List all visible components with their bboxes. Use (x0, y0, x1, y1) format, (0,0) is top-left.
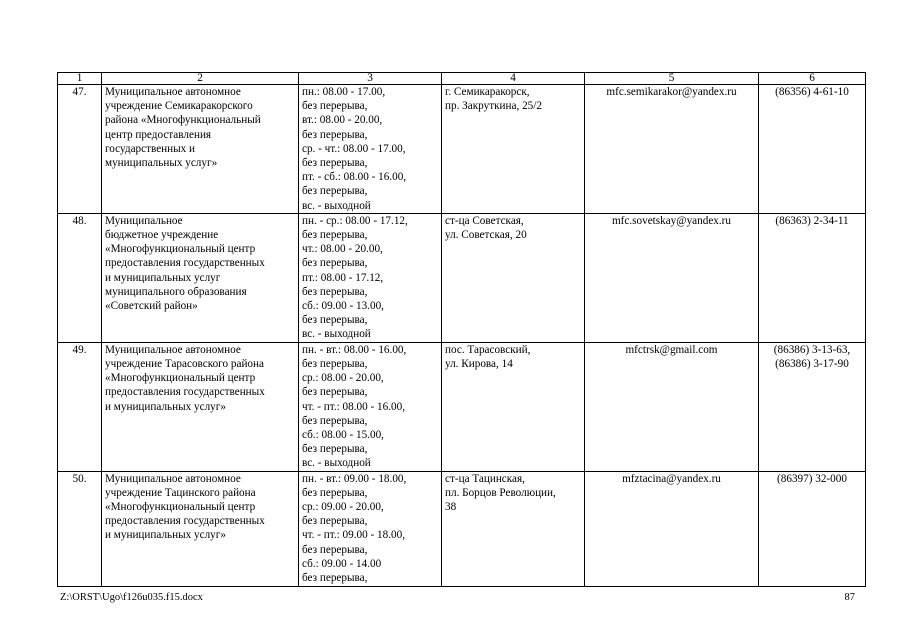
column-header: 3 (299, 73, 442, 85)
table-row (58, 213, 866, 342)
address: пос. Тарасовский, ул. Кирова, 14 (442, 342, 585, 471)
row-number: 50. (58, 471, 102, 586)
phone: (86363) 2-34-11 (759, 213, 866, 342)
email: mfctrsk@gmail.com (585, 342, 759, 471)
footer-file-path: Z:\ORST\Ugo\f126u035.f15.docx (60, 592, 203, 603)
page-number: 87 (844, 592, 855, 603)
table-row (58, 342, 866, 471)
institution-name: Муниципальное автономное учреждение Семикаракорского района «Многофункциональный центр предоставления государственных и муниципальных услуг» (102, 85, 299, 214)
table-row (58, 471, 866, 586)
institution-name: Муниципальное автономное учреждение Тарасовского района «Многофункциональный центр предоставления государственных и муниципальных услуг» (102, 342, 299, 471)
email: mfc.sovetskay@yandex.ru (585, 213, 759, 342)
institution-name: Муниципальное автономное учреждение Тацинского района «Многофункциональный центр предоставления государственных и муниципальных услуг» (102, 471, 299, 586)
work-schedule: пн. - вт.: 09.00 - 18.00, без перерыва, ср.: 09.00 - 20.00, без перерыва, чт. - пт.: 09.00 - 18.00, без перерыва, сб.: 09.00 - 14.00 без перерыва, (299, 471, 442, 586)
work-schedule: пн. - ср.: 08.00 - 17.12, без перерыва, чт.: 08.00 - 20.00, без перерыва, пт.: 08.00 - 17.12, без перерыва, сб.: 09.00 - 13.00, без перерыва, вс. - выходной (299, 213, 442, 342)
row-number: 47. (58, 85, 102, 214)
email: mfc.semikarakor@yandex.ru (585, 85, 759, 214)
email: mfztacina@yandex.ru (585, 471, 759, 586)
phone: (86356) 4-61-10 (759, 85, 866, 214)
address: ст-ца Советская, ул. Советская, 20 (442, 213, 585, 342)
row-number: 49. (58, 342, 102, 471)
work-schedule: пн. - вт.: 08.00 - 16.00, без перерыва, ср.: 08.00 - 20.00, без перерыва, чт. - пт.: 08.00 - 16.00, без перерыва, сб.: 08.00 - 15.00, без перерыва, вс. - выходной (299, 342, 442, 471)
phone: (86386) 3-13-63, (86386) 3-17-90 (759, 342, 866, 471)
table-row (58, 85, 866, 214)
table-header-row (58, 73, 866, 85)
institution-name: Муниципальное бюджетное учреждение «Многофункциональный центр предоставления государственных и муниципальных услуг муниципального образования «Советский район» (102, 213, 299, 342)
column-header: 2 (102, 73, 299, 85)
column-header: 4 (442, 73, 585, 85)
column-header: 6 (759, 73, 866, 85)
column-header: 1 (58, 73, 102, 85)
row-number: 48. (58, 213, 102, 342)
phone: (86397) 32-000 (759, 471, 866, 586)
address: г. Семикаракорск, пр. Закруткина, 25/2 (442, 85, 585, 214)
work-schedule: пн.: 08.00 - 17.00, без перерыва, вт.: 08.00 - 20.00, без перерыва, ср. - чт.: 08.00 - 17.00, без перерыва, пт. - сб.: 08.00 - 16.00, без перерыва, вс. - выходной (299, 85, 442, 214)
mfc-table (57, 72, 866, 587)
address: ст-ца Тацинская, пл. Борцов Революции, 38 (442, 471, 585, 586)
column-header: 5 (585, 73, 759, 85)
